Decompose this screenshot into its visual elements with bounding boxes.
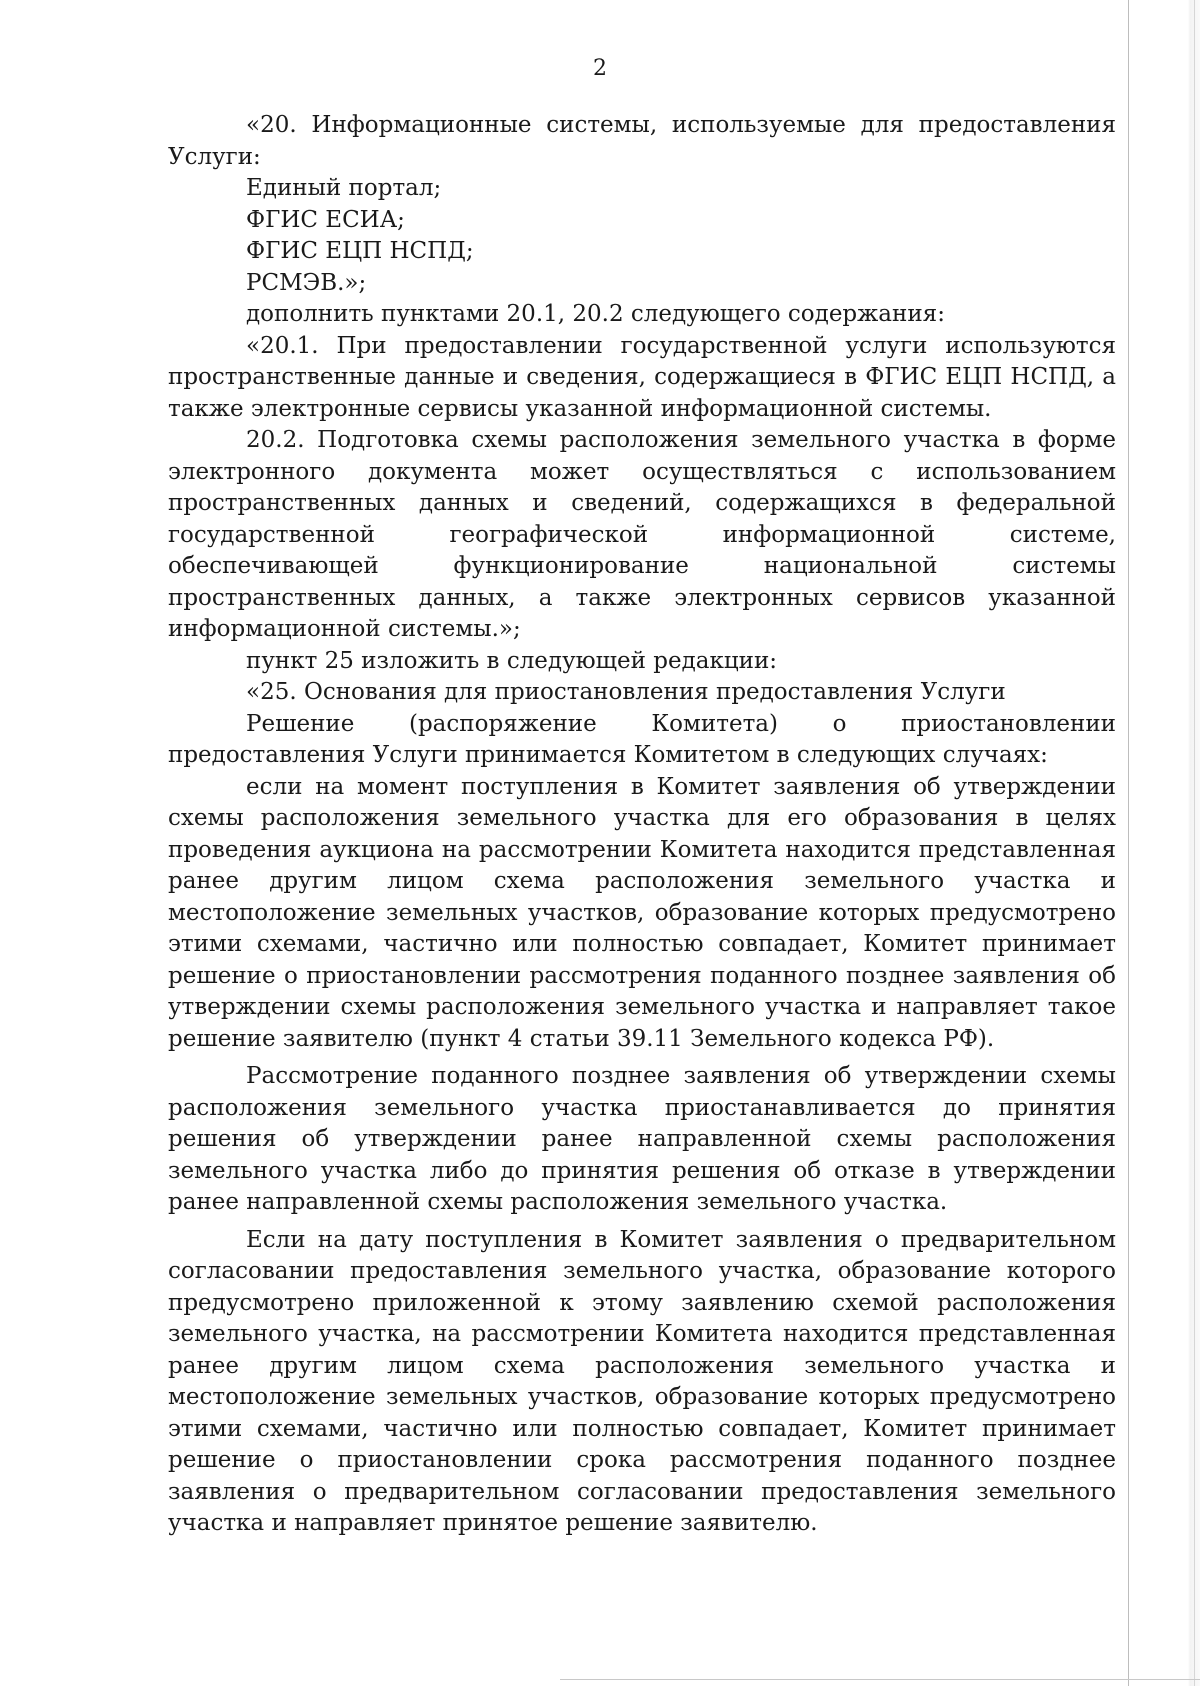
paragraph: дополнить пунктами 20.1, 20.2 следующего содержания: <box>246 301 945 327</box>
scan-edge-line <box>1128 0 1129 1686</box>
list-item: ФГИС ЕЦП НСПД; <box>246 238 474 264</box>
scan-edge-line <box>1194 0 1195 1686</box>
paragraph: пункт 25 изложить в следующей редакции: <box>246 647 778 674</box>
scan-page-edge <box>1130 0 1200 1686</box>
list-item: РСМЭВ.»; <box>246 269 367 296</box>
paragraph: «20.1. При предоставлении государственной услуги используются пространственные данные и сведения, содержащиеся в ФГИС ЕЦП НСПД, а также электронные сервисы указанной информационной системы. <box>168 332 1116 422</box>
section-heading: «25. Основания для приостановления предоставления Услуги <box>246 679 1006 705</box>
list-item: Единый портал; <box>246 175 442 201</box>
document-body <box>168 110 1116 1540</box>
page-number: 2 <box>593 56 607 81</box>
list-item: ФГИС ЕСИА; <box>246 206 405 233</box>
paragraph: 20.2. Подготовка схемы расположения земельного участка в форме электронного документа может осуществляться с использованием пространственных данных и сведений, содержащихся в федеральной государственной географической информационной системе, обеспечивающей функционирование национальной системы пространственных данных, а также электронных сервисов указанной информационной системы.»; <box>168 427 1116 642</box>
scan-bottom-edge <box>560 1679 1200 1680</box>
paragraph: Если на дату поступления в Комитет заявления о предварительном согласовании предоставления земельного участка, образование которого предусмотрено приложенной к этому заявлению схемой расположения земельного участка, на рассмотрении Комитета находится представленная ранее другим лицом схема расположения земельного участка и местоположение земельных участков, образование которых предусмотрено этими схемами, частично или полностью совпадает, Комитет принимает решение о приостановлении срока рассмотрения поданного позднее заявления о предварительном согласовании предоставления земельного участка и направляет принятое решение заявителю. <box>168 1226 1116 1536</box>
paragraph: Рассмотрение поданного позднее заявления об утверждении схемы расположения земельного участка приостанавливается до принятия решения об утверждении ранее направленной схемы расположения земельного участка либо до принятия решения об отказе в утверждении ранее направленной схемы расположения земельного участка. <box>168 1063 1116 1215</box>
paragraph: «20. Информационные системы, используемые для предоставления Услуги: <box>168 112 1116 170</box>
paragraph: если на момент поступления в Комитет заявления об утверждении схемы расположения земельного участка для его образования в целях проведения аукциона на рассмотрении Комитета находится представленная ранее другим лицом схема расположения земельного участка и местоположение земельных участков, образование которых предусмотрено этими схемами, частично или полностью совпадает, Комитет принимает решение о приостановлении рассмотрения поданного позднее заявления об утверждении схемы расположения земельного участка и направляет такое решение заявителю (пункт 4 статьи 39.11 Земельного кодекса РФ). <box>168 773 1116 1052</box>
paragraph: Решение (распоряжение Комитета) о приостановлении предоставления Услуги принимается Комитетом в следующих случаях: <box>168 710 1116 768</box>
